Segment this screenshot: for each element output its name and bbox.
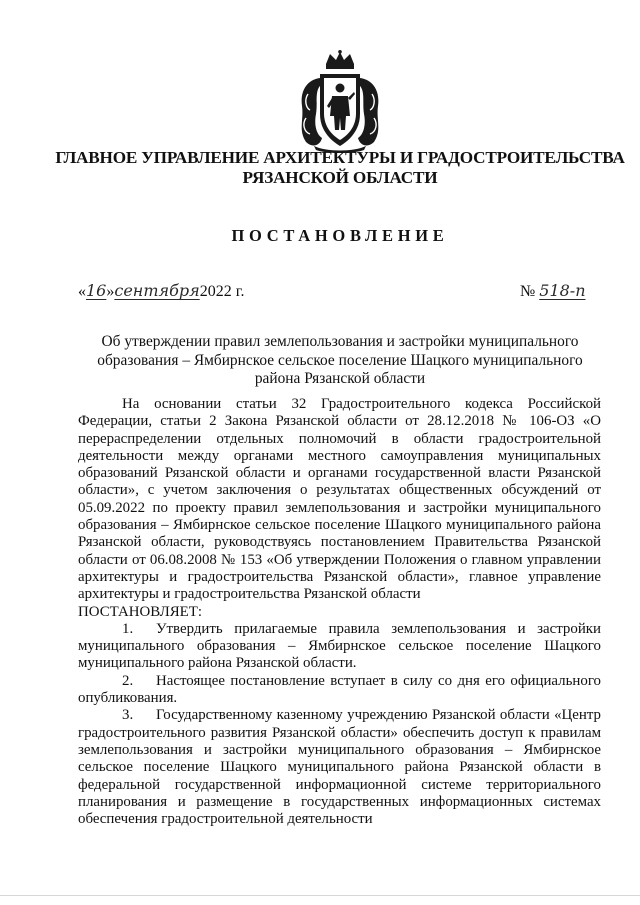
document-subject (90, 333, 590, 389)
item-text: Государственному казенному учреждению Рязанской области «Центр градостроительного развития Рязанской области» обеспечить доступ к правилам землепользования и застройки муниципального образования – Ямбирнское сельское поселение Шацкого муниципального района Рязанской области в федеральной государственной информационной системе территориального планирования и размещение в государственных информационных системах обеспечения градостроительной деятельности (78, 707, 601, 828)
document-type-title: ПОСТАНОВЛЕНИЕ (231, 226, 449, 245)
item-number: 3. (122, 707, 134, 724)
date-year: 2022 г. (199, 283, 245, 300)
subject-line-2: образования – Ямбирнское сельское поселение Шацкого муниципального (97, 351, 583, 369)
decree-keyword: ПОСТАНОВЛЯЕТ: (78, 603, 202, 620)
issuer-name-line-1: ГЛАВНОЕ УПРАВЛЕНИЕ АРХИТЕКТУРЫ И ГРАДОСТРОИТЕЛЬСТВА (55, 148, 625, 167)
issuer-name-line-2: РЯЗАНСКОЙ ОБЛАСТИ (242, 168, 438, 187)
page-bottom-divider (0, 895, 640, 896)
document-body (78, 396, 601, 828)
coat-of-arms-emblem (292, 50, 388, 154)
item-text: Настоящее постановление вступает в силу со дня его официального опубликования. (78, 672, 601, 707)
date-day-handwritten: 16 (86, 281, 107, 300)
document-number (520, 281, 586, 301)
date-month-handwritten: сентября (114, 281, 200, 300)
date-open-quote: « (78, 283, 86, 300)
item-number: 2. (122, 672, 134, 689)
number-label: № (520, 283, 536, 300)
item-number: 1. (122, 620, 134, 637)
date-close-quote: » (106, 283, 115, 300)
number-value-handwritten: 518-п (539, 281, 586, 300)
list-item (78, 621, 601, 673)
list-item (78, 707, 601, 828)
document-date (78, 281, 244, 301)
list-item (78, 673, 601, 708)
preamble-paragraph: На основании статьи 32 Градостроительного кодекса Российской Федерации, статьи 2 Закона Рязанской области от 28.12.2018 № 106-ОЗ «О перераспределении отдельных полномочий в области градостроительной деятельности между органами местного самоуправления муниципальных образований Рязанской области и органами государственной власти Рязанской области», с учетом заключения о результатах общественных обсуждений от 05.09.2022 по проекту правил землепользования и застройки муниципального образования – Ямбирнское сельское поселение Шацкого муниципального района Рязанской области, руководствуясь постановлением Правительства Рязанской области от 06.08.2008 № 153 «Об утверждении Положения о главном управлении архитектуры и градостроительства Рязанской области», главное управление архитектуры и градостроительства Рязанской области (78, 396, 601, 603)
subject-line-3: района Рязанской области (254, 370, 426, 387)
subject-line-1: Об утверждении правил землепользования и застройки муниципального (101, 333, 579, 350)
item-text: Утвердить прилагаемые правила землепользования и застройки муниципального образования – Ямбирнское сельское поселение Шацкого муниципального района Рязанской области. (78, 620, 601, 672)
